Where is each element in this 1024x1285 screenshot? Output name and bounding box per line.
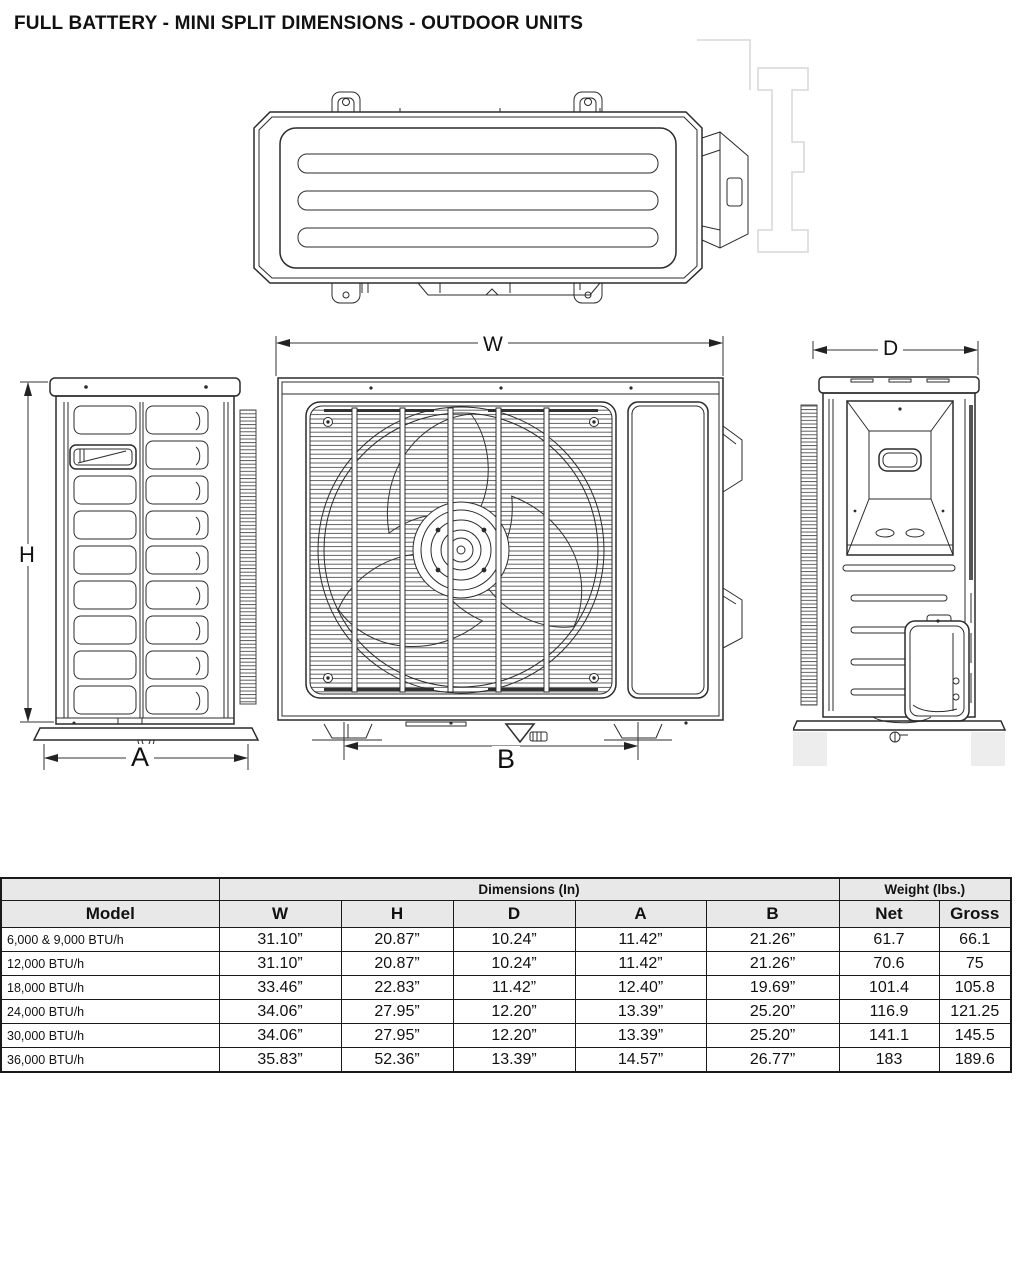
column-header-model: Model (1, 901, 219, 928)
model-cell: 36,000 BTU/h (1, 1048, 219, 1073)
base-and-feet (278, 720, 723, 742)
dimension-label-b: B (492, 746, 520, 773)
value-cell: 121.25 (939, 1000, 1011, 1024)
value-cell: 25.20” (706, 1024, 839, 1048)
value-cell: 105.8 (939, 976, 1011, 1000)
value-cell: 12.20” (453, 1000, 575, 1024)
table-row (1, 1000, 1011, 1024)
value-cell: 183 (839, 1048, 939, 1073)
fan-hub (413, 502, 509, 598)
value-cell: 12.40” (575, 976, 706, 1000)
value-cell: 20.87” (341, 952, 453, 976)
service-panel (628, 402, 708, 698)
value-cell: 31.10” (219, 928, 341, 952)
dimension-label-a: A (126, 744, 154, 771)
column-header-h: H (341, 901, 453, 928)
vent-slots-left (74, 406, 136, 714)
weight-group-header: Weight (lbs.) (839, 878, 1011, 901)
right-side-view-drawing (793, 333, 1008, 773)
page-title: FULL BATTERY - MINI SPLIT DIMENSIONS - OUTDOOR UNITS (14, 13, 584, 34)
value-cell: 21.26” (706, 928, 839, 952)
column-header-gross: Gross (939, 901, 1011, 928)
table-row (1, 976, 1011, 1000)
front-view-drawing (266, 330, 766, 785)
value-cell: 141.1 (839, 1024, 939, 1048)
left-side-view-drawing (14, 366, 264, 786)
column-header-b: B (706, 901, 839, 928)
table-corner-cell (1, 878, 219, 901)
model-cell: 18,000 BTU/h (1, 976, 219, 1000)
mounting-tab (332, 92, 360, 112)
value-cell: 19.69” (706, 976, 839, 1000)
value-cell: 116.9 (839, 1000, 939, 1024)
value-cell: 145.5 (939, 1024, 1011, 1048)
value-cell: 13.39” (575, 1024, 706, 1048)
recessed-handle-panel (847, 401, 953, 555)
table-row (1, 928, 1011, 952)
top-view-drawing (250, 38, 810, 308)
dimension-b-line (344, 722, 638, 760)
model-cell: 24,000 BTU/h (1, 1000, 219, 1024)
mounting-tab (332, 283, 360, 303)
model-cell: 12,000 BTU/h (1, 952, 219, 976)
value-cell: 22.83” (341, 976, 453, 1000)
value-cell: 31.10” (219, 952, 341, 976)
value-cell: 35.83” (219, 1048, 341, 1073)
coil-fins (240, 410, 256, 704)
column-header-net: Net (839, 901, 939, 928)
dimensions-group-header: Dimensions (In) (219, 878, 839, 901)
value-cell: 52.36” (341, 1048, 453, 1073)
coil-fins (801, 405, 817, 705)
value-cell: 11.42” (575, 928, 706, 952)
value-cell: 101.4 (839, 976, 939, 1000)
value-cell: 66.1 (939, 928, 1011, 952)
value-cell: 11.42” (453, 976, 575, 1000)
model-cell: 6,000 & 9,000 BTU/h (1, 928, 219, 952)
vent-slots-right (146, 406, 208, 714)
value-cell: 25.20” (706, 1000, 839, 1024)
connection-cover (702, 132, 748, 248)
value-cell: 189.6 (939, 1048, 1011, 1073)
dimension-label-w: W (478, 334, 508, 355)
value-cell: 13.39” (453, 1048, 575, 1073)
value-cell: 10.24” (453, 928, 575, 952)
value-cell: 10.24” (453, 952, 575, 976)
fan-grille (306, 402, 616, 698)
table-row (1, 1048, 1011, 1073)
valve-cover (905, 615, 969, 721)
value-cell: 27.95” (341, 1000, 453, 1024)
value-cell: 61.7 (839, 928, 939, 952)
column-header-a: A (575, 901, 706, 928)
dimension-label-d: D (878, 338, 903, 359)
model-cell: 30,000 BTU/h (1, 1024, 219, 1048)
dimensions-table (0, 877, 1012, 1073)
value-cell: 14.57” (575, 1048, 706, 1073)
carry-handle (70, 445, 136, 469)
value-cell: 26.77” (706, 1048, 839, 1073)
table-row (1, 1024, 1011, 1048)
column-header-w: W (219, 901, 341, 928)
value-cell: 20.87” (341, 928, 453, 952)
dimension-label-h: H (14, 544, 40, 566)
value-cell: 70.6 (839, 952, 939, 976)
value-cell: 12.20” (453, 1024, 575, 1048)
value-cell: 11.42” (575, 952, 706, 976)
value-cell: 33.46” (219, 976, 341, 1000)
value-cell: 21.26” (706, 952, 839, 976)
column-header-d: D (453, 901, 575, 928)
mounting-tab (574, 92, 602, 112)
value-cell: 34.06” (219, 1000, 341, 1024)
value-cell: 34.06” (219, 1024, 341, 1048)
value-cell: 13.39” (575, 1000, 706, 1024)
table-row (1, 952, 1011, 976)
value-cell: 75 (939, 952, 1011, 976)
value-cell: 27.95” (341, 1024, 453, 1048)
